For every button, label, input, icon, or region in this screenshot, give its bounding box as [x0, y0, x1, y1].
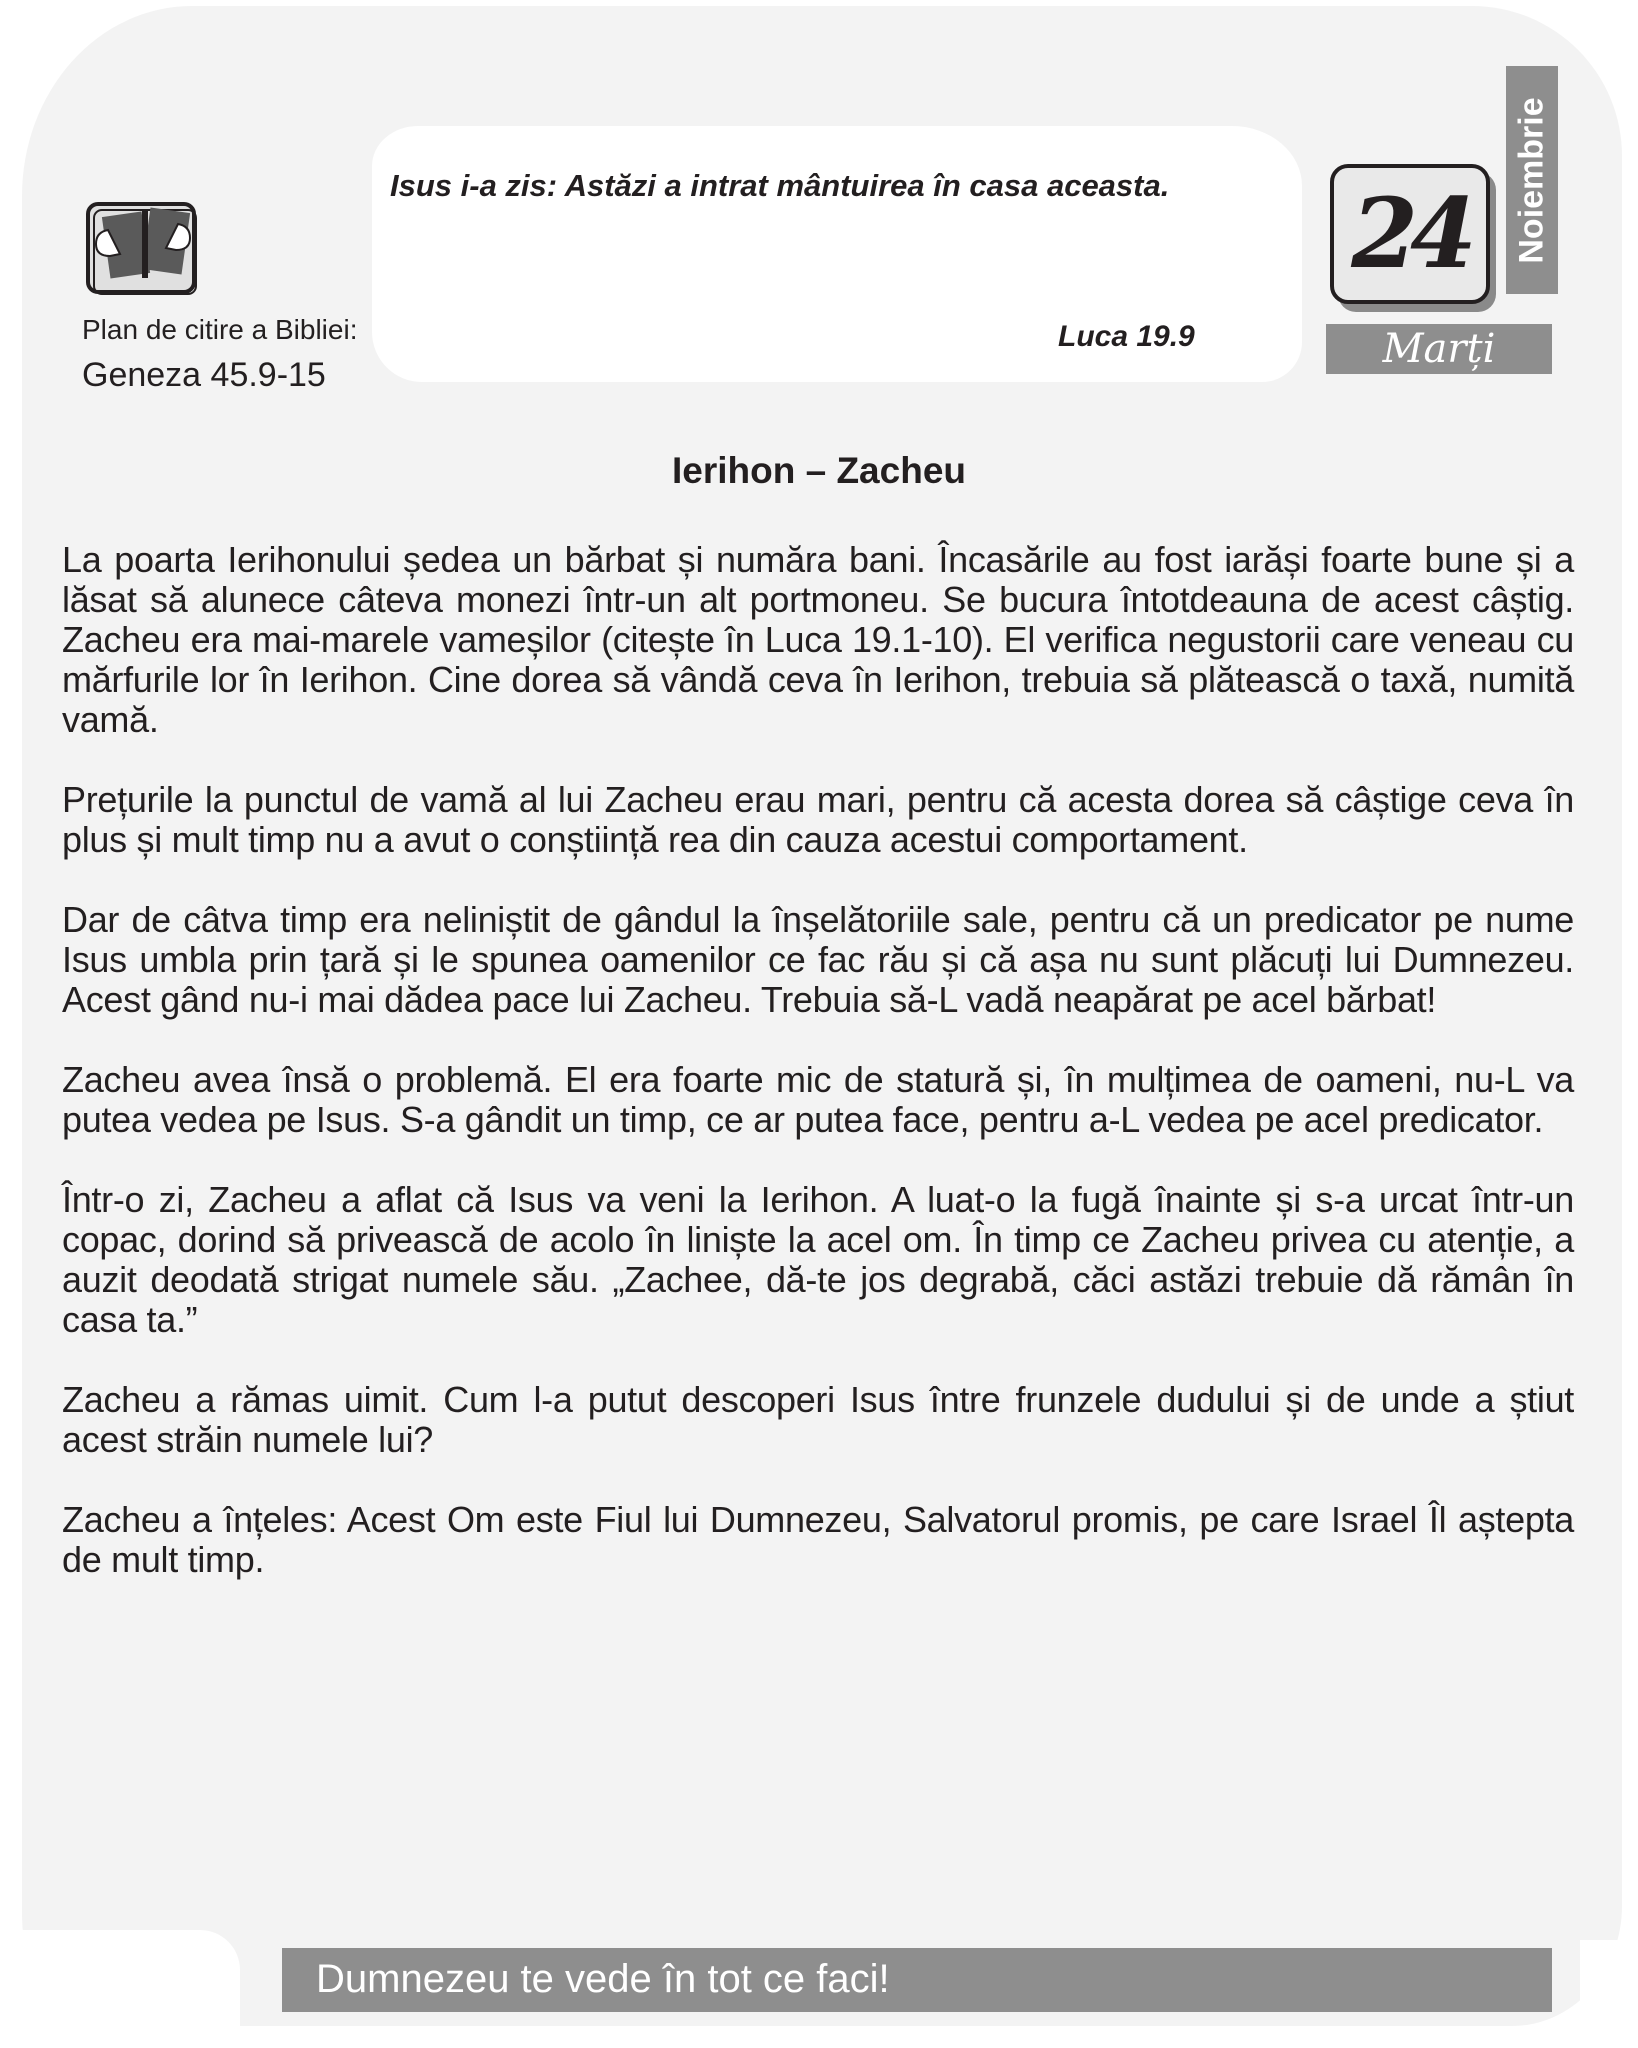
story-paragraph: Zacheu avea însă o problemă. El era foarte mic de statură și, în mulțimea de oameni, nu-L va putea vedea pe Isus. S-a gândit un timp, ce ar putea face, pentru a-L vedea pe acel predicator. — [62, 1059, 1574, 1140]
story-paragraph: Într-o zi, Zacheu a aflat că Isus va veni la Ierihon. A luat-o la fugă înainte și s-a urcat într-un copac, dorind să privească de acolo în liniște la acel om. În timp ce Zacheu privea cu atenție, a auzit deodată strigat numele său. „Zachee, dă-te jos degrabă, căci astăzi trebuie dă rămân în casa ta.” — [62, 1179, 1574, 1340]
verse-reference: Luca 19.9 — [1058, 320, 1195, 353]
month-label: Noiembrie — [1512, 96, 1551, 264]
story-paragraph: Zacheu a rămas uimit. Cum l-a putut descoperi Isus între frunzele dudului și de unde a știut acest străin numele lui? — [62, 1379, 1574, 1460]
story-paragraph: Prețurile la punctul de vamă al lui Zacheu erau mari, pentru că acesta dorea să câștige ceva în plus și mult timp nu a avut o conștiință rea din cauza acestui comportament. — [62, 779, 1574, 860]
footer-motto: Dumnezeu te vede în tot ce faci! — [316, 1957, 890, 2001]
story-paragraph: Zacheu a înțeles: Acest Om este Fiul lui Dumnezeu, Salvatorul promis, pe care Israel Îl aștepta de mult timp. — [62, 1499, 1574, 1580]
page-corner-cutout — [0, 1930, 240, 2048]
weekday-bar — [1326, 324, 1552, 374]
reading-plan-reference: Geneza 45.9-15 — [82, 356, 326, 394]
day-number: 24 — [1351, 177, 1469, 290]
story-paragraph: La poarta Ierihonului ședea un bărbat și număra bani. Încasările au fost iarăși foarte bune și a lăsat să alunece câteva monezi într-un alt portmoneu. Se bucura întotdeauna de acest câștig. Zacheu era mai-marele vameșilor (citește în Luca 19.1-10). El verifica negustorii care veneau cu mărfurile lor în Ierihon. Cine dorea să vândă ceva în Ierihon, trebuia să plătească o taxă, numită vamă. — [62, 539, 1574, 740]
story-body — [62, 540, 1574, 1620]
bible-reading-icon — [82, 200, 204, 296]
day-box — [1330, 164, 1490, 304]
story-title: Ierihon – Zacheu — [671, 450, 966, 491]
weekday-label: Marți — [1382, 326, 1496, 372]
month-label-container — [1506, 66, 1558, 294]
page-corner-cutout-right — [1580, 1940, 1638, 2048]
story-paragraph: Dar de câtva timp era neliniștit de gândul la înșelătoriile sale, pentru că un predicator pe nume Isus umbla prin țară și le spunea oamenilor ce fac rău și că așa nu sunt plăcuți lui Dumnezeu. Acest gând nu-i mai dădea pace lui Zacheu. Trebuia să-L vadă neapărat pe acel bărbat! — [62, 899, 1574, 1020]
reading-plan-label: Plan de citire a Bibliei: — [82, 314, 358, 345]
verse-text: Isus i-a zis: Astăzi a intrat mântuirea în casa aceasta. — [390, 168, 1170, 203]
